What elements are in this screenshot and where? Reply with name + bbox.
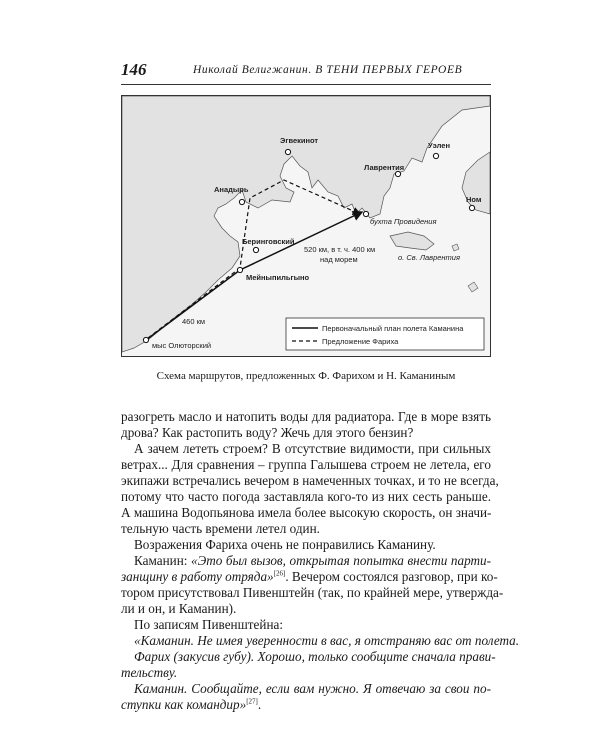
speaker-label: Каманин: xyxy=(134,553,191,568)
label-egvekinot: Эгвекинот xyxy=(280,136,319,145)
town-marker-anadyr xyxy=(239,199,244,204)
quote-text: Каманин. Сообщайте, если вам нужно. Я отвечаю за свои по- xyxy=(134,681,491,696)
page-header xyxy=(121,60,491,86)
label-olyutorsky: мыс Олюторский xyxy=(152,341,212,350)
label-uelen: Уэлен xyxy=(428,141,450,150)
town-marker-nom xyxy=(469,205,474,210)
distance-label-sea: над морем xyxy=(320,255,358,264)
town-marker-uelen xyxy=(433,153,438,158)
quote-text: Фарих (закусив губу). Хорошо, только сообщите сначала прави- xyxy=(134,649,496,664)
text-line: А машина Водопьянова имела более высокую скорость, он значи- xyxy=(121,505,492,520)
text-fragment: . Вечером состоялся разговор, при ко- xyxy=(285,569,498,584)
text-line: разогреть масло и натопить воды для радиатора. Где в море взять xyxy=(121,409,491,424)
paragraph xyxy=(121,441,499,537)
text-line: Возражения Фариха очень не понравились Каманину. xyxy=(134,537,436,552)
page-number: 146 xyxy=(121,60,147,79)
body-text xyxy=(121,409,520,713)
figure-caption: Схема маршрутов, предложенных Ф. Фарихом и Н. Каманиным xyxy=(156,370,456,382)
town-marker-bukhta xyxy=(363,211,368,216)
header-rule xyxy=(121,84,491,85)
text-line xyxy=(121,553,491,569)
label-beringovsky: Беринговский xyxy=(242,237,295,246)
text-line xyxy=(121,697,491,713)
footnote-ref: [27] xyxy=(246,697,258,706)
legend-farikh-label: Предложение Фариха xyxy=(322,337,399,346)
town-marker-egvekinot xyxy=(285,149,290,154)
town-marker-olyutorsky xyxy=(143,337,148,342)
quote-text: «Каманин. Не имея уверенности в вас, я отстраняю вас от полета. xyxy=(134,633,520,648)
quote-text: тельству. xyxy=(121,665,178,680)
quote-text: занщину в работу отряда» xyxy=(121,569,274,584)
label-lavrentiya: Лаврентия xyxy=(364,163,405,172)
label-meinypilgyno: Мейныпильгыно xyxy=(246,273,310,282)
text-line: экипажи встречались вечером в намеченных точках, и то не всегда, xyxy=(121,473,499,488)
text-fragment: . xyxy=(257,697,262,712)
paragraph xyxy=(121,617,491,633)
town-marker-meinypilgyno xyxy=(237,267,242,272)
route-map-svg xyxy=(122,96,490,356)
paragraph xyxy=(121,649,496,681)
map-legend xyxy=(286,318,484,350)
label-nom: Ном xyxy=(466,195,482,204)
text-line xyxy=(121,633,520,649)
legend-plan-label: Первоначальный план полета Каманина xyxy=(322,324,464,333)
text-line xyxy=(121,569,498,585)
label-bukhta: бухта Провидения xyxy=(370,217,437,226)
paragraph xyxy=(121,681,491,713)
label-anadyr: Анадырь xyxy=(214,185,249,194)
distance-label-520: 520 км, в т. ч. 400 км xyxy=(304,245,376,254)
text-line xyxy=(121,681,491,697)
text-line xyxy=(121,649,496,665)
text-line: ветрах... Для сравнения – группа Галышева строем не летела, его xyxy=(121,457,491,472)
text-line: ли и он, и Каманин). xyxy=(121,601,237,616)
paragraph xyxy=(121,409,491,441)
route-map xyxy=(121,95,491,357)
text-line xyxy=(121,665,491,681)
text-line: А зачем лететь строем? В отсутствие видимости, при сильных xyxy=(134,441,491,456)
text-line: тельную часть времени летел один. xyxy=(121,521,320,536)
town-marker-beringovsky xyxy=(253,247,258,252)
label-st-lawrence: о. Св. Лаврентия xyxy=(398,253,460,262)
text-line: потому что часто погода заставляла кого-то из них сесть раньше. xyxy=(121,489,491,504)
running-title: Николай Велигжанин. В ТЕНИ ПЕРВЫХ ГЕРОЕВ xyxy=(193,64,463,76)
quote-text: ступки как командир» xyxy=(121,697,247,712)
paragraph xyxy=(121,537,491,553)
distance-label-460: 460 км xyxy=(182,317,206,326)
town-marker-lavrentiya xyxy=(395,171,400,176)
paragraph xyxy=(121,553,504,617)
text-line: По записям Пивенштейна: xyxy=(134,617,284,632)
paragraph xyxy=(121,633,520,649)
footnote-ref: [26] xyxy=(273,569,286,578)
text-line: дрова? Как растопить воду? Жечь для этого бензин? xyxy=(121,425,414,440)
text-line: тором присутствовал Пивенштейн (так, по крайней мере, утвержда- xyxy=(121,585,504,600)
quote-text: «Это был вызов, открытая попытка внести парти- xyxy=(190,553,492,568)
